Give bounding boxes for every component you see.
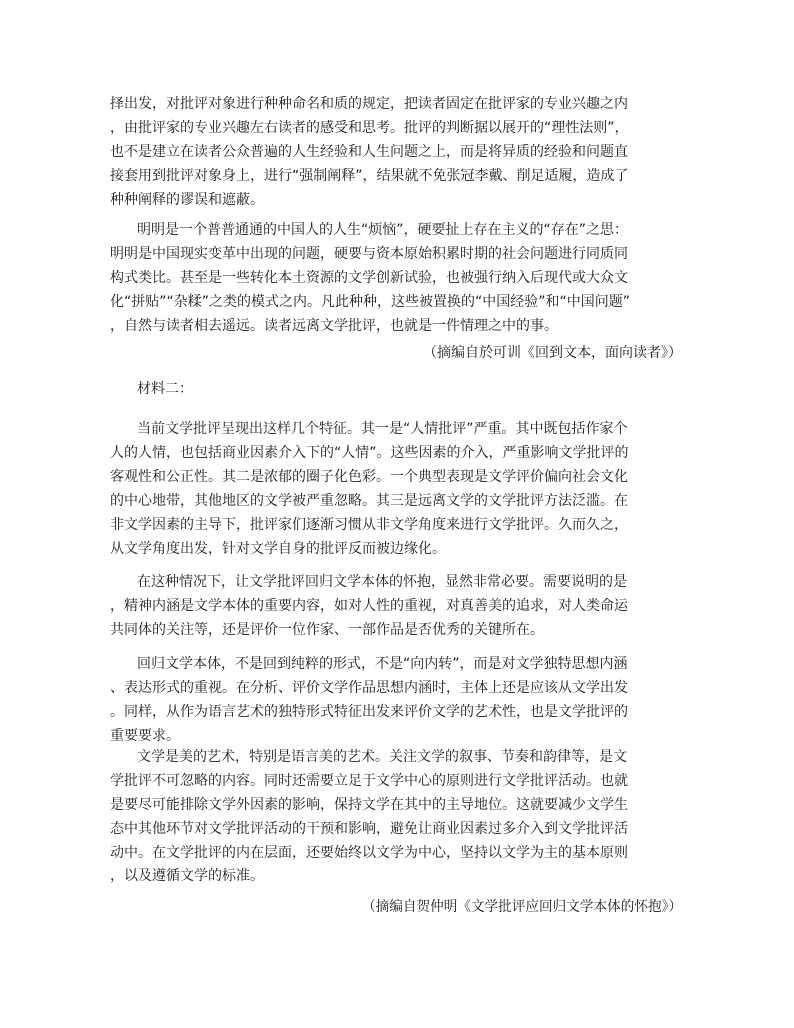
text-line: 种种阐释的谬误和遮蔽。	[110, 192, 264, 208]
text-line: 人的人情，也包括商业因素介入下的“人情”。这些因素的介入，严重影响文学批评的	[110, 445, 629, 461]
text-line: 从文学角度出发，针对文学自身的批评反而被边缘化。	[110, 541, 446, 557]
text-line: 接套用到批评对象身上，进行“强制阐释”，结果就不免张冠李戴、削足适履，造成了	[110, 168, 629, 184]
text-line: 回归文学本体，不是回到纯粹的形式，不是“向内转”，而是对文学独特思想内涵	[137, 656, 628, 672]
section-heading: 材料二：	[137, 381, 193, 397]
text-line: 动中。在文学批评的内在层面，还要始终以文学为中心，坚持以文学为主的基本原则	[110, 845, 628, 861]
text-line: ，自然与读者相去遥远。读者远离文学批评，也就是一件情理之中的事。	[110, 318, 558, 334]
text-line: 态中其他环节对文学批评活动的干预和影响，避免让商业因素过多介入到文学批评活	[110, 821, 628, 837]
text-line: ，精神内涵是文学本体的重要内容，如对人性的重视，对真善美的追求，对人类命运	[110, 598, 628, 614]
text-line: 明明是一个普普通通的中国人的人生“烦恼”，硬要扯上存在主义的“存在”之思：	[137, 222, 629, 238]
text-line: 构式类比。甚至是一些转化本土资源的文学创新试验，也被强行纳入后现代或大众文	[110, 270, 628, 286]
text-line: 明明是中国现实变革中出现的问题，硬要与资本原始积累时期的社会问题进行同质同	[110, 246, 628, 262]
text-line: 也不是建立在读者公众普遍的人生经验和人生问题之上，而是将异质的经验和问题直	[110, 144, 628, 160]
source-citation: （摘编自於可训《回到文本，面向读者》）	[423, 345, 682, 361]
text-line: 学批评不可忽略的内容。同时还需要立足于文学中心的原则进行文学批评活动。也就	[110, 773, 628, 789]
text-line: 、表达形式的重视。在分析、评价文学作品思想内涵时，主体上还是应该从文学出发	[110, 680, 628, 696]
text-line: 文学是美的艺术，特别是语言美的艺术。关注文学的叙事、节奏和韵律等，是文	[137, 749, 627, 765]
text-line: ，由批评家的专业兴趣左右读者的感受和思考。批评的判断据以展开的“理性法则”，	[110, 120, 629, 136]
text-line: 重要要求。	[110, 728, 180, 744]
text-line: 当前文学批评呈现出这样几个特征。其一是“人情批评”严重。其中既包括作家个	[137, 421, 628, 437]
source-citation: （摘编自贺仲明《文学批评应回归文学本体的怀抱》）	[362, 899, 682, 915]
text-line: 非文学因素的主导下，批评家们逐渐习惯从非文学角度来进行文学批评。久而久之，	[110, 517, 628, 533]
text-line: 客观性和公正性。其二是浓郁的圈子化色彩。一个典型表现是文学评价偏向社会文化	[110, 469, 628, 485]
text-line: 择出发，对批评对象进行种种命名和质的规定，把读者固定在批评家的专业兴趣之内	[110, 96, 628, 112]
text-line: 的中心地带，其他地区的文学被严重忽略。其三是远离文学的文学批评方法泛滥。在	[110, 493, 628, 509]
text-line: 。同样，从作为语言艺术的独特形式特征出发来评价文学的艺术性，也是文学批评的	[110, 704, 628, 720]
text-line: 化“拼贴”“杂糅”之类的模式之内。凡此种种，这些被置换的“中国经验”和“中国问题”	[110, 294, 631, 310]
text-line: 是要尽可能排除文学外因素的影响，保持文学在其中的主导地位。这就要减少文学生	[110, 797, 628, 813]
text-line: 在这种情况下，让文学批评回归文学本体的怀抱，显然非常必要。需要说明的是	[137, 574, 627, 590]
text-line: 共同体的关注等，还是评价一位作家、一部作品是否优秀的关键所在。	[110, 622, 544, 638]
text-line: ，以及遵循文学的标准。	[110, 868, 264, 884]
